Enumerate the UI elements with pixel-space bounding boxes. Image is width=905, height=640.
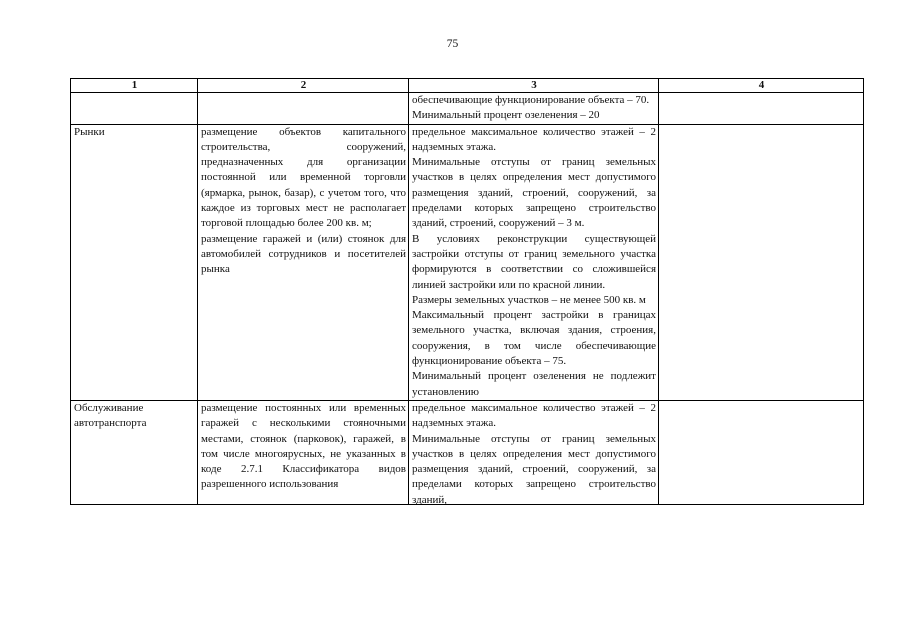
notes-cell: [659, 400, 864, 504]
description-paragraph: размещение объектов капитального строительства, сооружений, предназначенных для организации постоянной или временной торговли (ярмарка, рынок, базар), с учетом того, что каждое из торговых мест не располагает торговой площадью более 200 кв. м;: [201, 125, 406, 230]
parameters-cell: [409, 124, 659, 400]
use-type-cell: [71, 93, 198, 125]
header-col-1: 1: [71, 79, 198, 93]
notes-cell: [659, 124, 864, 400]
table-row: [71, 93, 864, 125]
parameter-paragraph: Минимальные отступы от границ земельных участков в целях определения мест допустимого размещения зданий, строений, сооружений, за пределами которых запрещено строительство зданий, строений, сооружений – 3 м.: [412, 156, 656, 230]
table-header-row: [71, 79, 864, 93]
parameter-paragraph: Максимальный процент застройки в границах земельного участка, включая здания, строения, сооружения, в том числе обеспечивающие функционирование объекта – 75.: [412, 309, 656, 368]
header-col-2: 2: [198, 79, 409, 93]
parameter-paragraph: Минимальные отступы от границ земельных участков в целях определения мест допустимого размещения зданий, строений, сооружений, за пределами которых запрещено строительство зданий,: [412, 432, 656, 504]
table-row: [71, 124, 864, 400]
land-use-table: [70, 78, 864, 505]
parameter-paragraph: Минимальный процент озеленения не подлежит установлению: [412, 370, 656, 398]
page-number: 75: [446, 38, 459, 50]
description-paragraph: размещение постоянных или временных гаражей с несколькими стояночными местами, стоянок (парковок), гаражей, в том числе многоярусных, не указанных в коде 2.7.1 Классификатора видов разрешенного использования: [201, 401, 406, 491]
description-paragraph: размещение гаражей и (или) стоянок для автомобилей сотрудников и посетителей рынка: [201, 232, 406, 276]
description-cell: [198, 124, 409, 400]
use-type-cell: [71, 124, 198, 400]
description-cell: [198, 93, 409, 125]
parameters-cell: [409, 400, 659, 504]
parameter-paragraph: В условиях реконструкции существующей застройки отступы от границ земельного участка формируются в соответствии со сложившейся линией застройки или по красной линии.: [412, 232, 656, 291]
parameter-paragraph: предельное максимальное количество этажей – 2 надземных этажа.: [412, 401, 656, 430]
parameter-paragraph: предельное максимальное количество этажей – 2 надземных этажа.: [412, 125, 656, 153]
notes-cell: [659, 93, 864, 125]
parameter-paragraph: обеспечивающие функционирование объекта – 70.: [412, 94, 650, 106]
header-col-3: 3: [409, 79, 659, 93]
table-row: [71, 400, 864, 504]
parameters-cell: [409, 93, 659, 125]
parameter-paragraph: Минимальный процент озеленения – 20: [412, 109, 600, 122]
use-type: Рынки: [74, 125, 105, 138]
use-type: Обслуживание автотранспорта: [74, 401, 147, 430]
notes: [662, 401, 861, 504]
header-col-4: 4: [659, 79, 864, 93]
description-cell: [198, 400, 409, 504]
use-type-cell: [71, 400, 198, 504]
parameter-paragraph: Размеры земельных участков – не менее 500 кв. м: [412, 293, 646, 306]
